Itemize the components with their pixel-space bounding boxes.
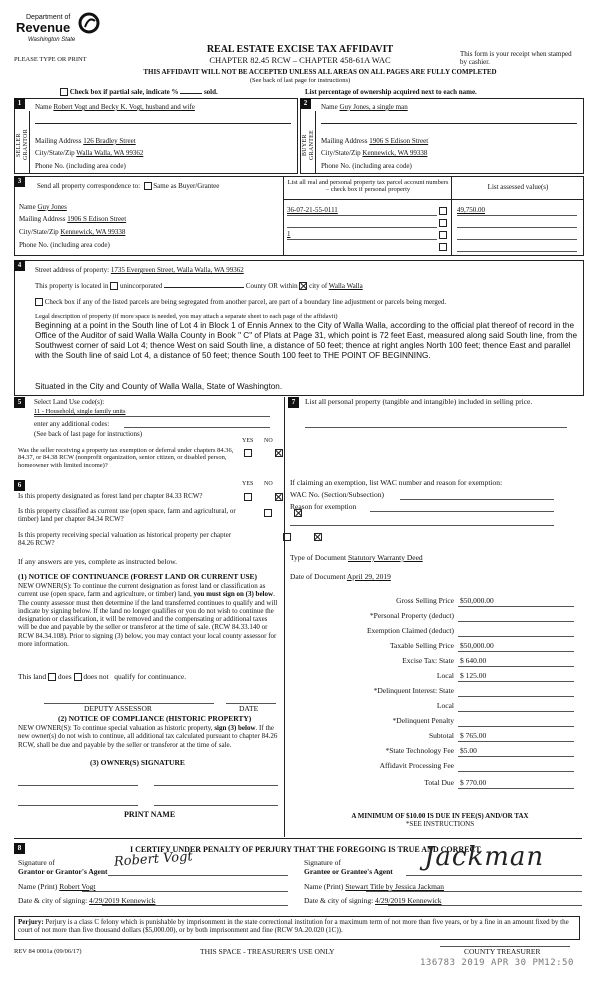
parcel-4-personal-checkbox[interactable] bbox=[439, 243, 447, 251]
exemption-reason-label: Reason for exemption bbox=[290, 502, 357, 511]
fee-value[interactable]: $5.00 bbox=[460, 746, 477, 755]
notice-continuance-b: you must sign on (3) below bbox=[193, 590, 274, 599]
fee-value[interactable]: $50,000.00 bbox=[460, 641, 494, 650]
fee-label: Subtotal bbox=[428, 731, 454, 740]
parcel-2-personal-checkbox[interactable] bbox=[439, 219, 447, 227]
this-land-label: This land bbox=[18, 672, 47, 681]
grantor-date[interactable]: 4/29/2019 Kennewick bbox=[89, 896, 156, 905]
street-address-row bbox=[35, 266, 244, 274]
corr-mail[interactable]: 1906 S Edison Street bbox=[67, 215, 127, 223]
doc-date-label: Date of Document bbox=[290, 572, 346, 581]
land-use-see-back: (See back of last page for instructions) bbox=[34, 430, 143, 438]
send-correspondence-row bbox=[37, 182, 219, 190]
ownership-pct-note: List percentage of ownership acquired next to each name. bbox=[305, 88, 477, 96]
fee-label: Taxable Selling Price bbox=[389, 641, 454, 650]
fee-label: *State Technology Fee bbox=[385, 746, 454, 755]
wac-no-label: WAC No. (Section/Subsection) bbox=[290, 490, 384, 499]
yes-header-6: YES bbox=[242, 481, 254, 487]
not-accepted-notice: THIS AFFIDAVIT WILL NOT BE ACCEPTED UNLESS ALL AREAS ON ALL PAGES ARE FULLY COMPLETED bbox=[143, 68, 497, 76]
grantor-name[interactable]: Robert Vogt bbox=[59, 882, 96, 891]
section-1-seller bbox=[14, 98, 298, 174]
seller-name-label: Name bbox=[35, 103, 52, 111]
fee-table bbox=[288, 597, 582, 817]
section-2-number: 2 bbox=[300, 98, 311, 109]
doc-date-row bbox=[290, 573, 391, 582]
yes-header-5: YES bbox=[242, 438, 254, 444]
seller-city-label: City/State/Zip bbox=[35, 149, 75, 157]
section-3-correspondence bbox=[14, 176, 584, 256]
parcel-row-3 bbox=[287, 230, 449, 238]
property-city[interactable]: Walla Walla bbox=[328, 282, 363, 290]
fee-label: Total Due bbox=[424, 778, 454, 787]
fee-value[interactable]: $ 770.00 bbox=[460, 778, 487, 787]
fee-label: Excise Tax: State bbox=[402, 656, 454, 665]
grantee-name-label: Name (Print) bbox=[304, 882, 344, 891]
buyer-mail[interactable]: 1906 S Edison Street bbox=[369, 137, 429, 145]
fee-value[interactable]: $ 765.00 bbox=[460, 731, 487, 740]
doc-type[interactable]: Statutory Warranty Deed bbox=[348, 553, 423, 562]
street-address[interactable]: 1735 Evergreen Street, Walla Walla, WA 99362 bbox=[110, 266, 244, 274]
dor-swirl-icon bbox=[78, 12, 100, 34]
treasurer-use-label: THIS SPACE - TREASURER'S USE ONLY bbox=[200, 947, 335, 956]
seller-name[interactable]: Robert Vogt and Becky K. Vogt, husband and wife bbox=[53, 103, 195, 111]
section-6-designations bbox=[14, 480, 284, 830]
doc-type-row bbox=[290, 554, 423, 563]
dor-logo bbox=[14, 12, 104, 52]
exemption-claim-label: If claiming an exemption, list WAC number and reason for exemption: bbox=[290, 478, 503, 487]
grantor-name-label: Name (Print) bbox=[18, 882, 58, 891]
located-label: This property is located in bbox=[35, 282, 109, 290]
no-header-5: NO bbox=[264, 438, 273, 444]
notice-compliance-text bbox=[18, 724, 280, 749]
grantee-name[interactable]: Stewart Title by Jessica Jackman bbox=[345, 882, 444, 891]
grantee-sig-label1: Signature of bbox=[304, 858, 341, 867]
certify-statement: I CERTIFY UNDER PENALTY OF PERJURY THAT THE FOREGOING IS TRUE AND CORRECT. bbox=[130, 845, 483, 854]
fee-value[interactable]: $50,000.00 bbox=[460, 596, 494, 605]
notice-continuance-c: . The county assessor must then determine if the land transferred continues to qualify and will indicate by signing below. If the land no longer qualifies or you do not wish to continue the designation or classification, it will be removed and the compensating or additional taxes will be due and payable by the seller or transferor at the time of sale. (RCW 84.33.140 or RCW 84.34.108). Prior to signing (3) below, you may contact your local county assessor for more information. bbox=[18, 590, 278, 648]
partial-sale-label: Check box if partial sale, indicate % bbox=[69, 88, 179, 96]
form-revision: REV 84 0001a (09/06/17) bbox=[14, 948, 82, 955]
grantor-date-label: Date & city of signing: bbox=[18, 896, 88, 905]
same-as-buyer-label: Same as Buyer/Grantee bbox=[153, 182, 220, 190]
legal-description[interactable]: Beginning at a point in the South line of Lot 4 in Block 1 of Ennis Annex to the City of Walla Walla, according to the official plat thereof of record in the Office of the Auditor of said Walla Walla County in Book " C" of Plats at Page 31, which point is 72 feet East, measured along said South line, from the Southwest corner of said Lot 4; thence West on said South line, a distance of 50 feet; thence at right angles North 100 feet; thence East and parallel with the South line of said Lot 4, a distance of 50 feet; thence South 100 feet to THE POINT OF BEGINNING. bbox=[35, 321, 578, 360]
land-use-label: Select Land Use code(s): bbox=[34, 398, 105, 406]
buyer-grantee-label: BUYER GRANTEE bbox=[302, 129, 315, 161]
buyer-mail-row bbox=[321, 137, 428, 145]
corr-city-row bbox=[19, 228, 125, 236]
fee-value[interactable]: $ 640.00 bbox=[460, 656, 487, 665]
notice-compliance-a: NEW OWNER(S): To continue special valuation as historic property, bbox=[18, 724, 215, 732]
grantee-date-label: Date & city of signing: bbox=[304, 896, 374, 905]
perjury-label: Perjury: bbox=[18, 918, 44, 926]
section-5-number: 5 bbox=[14, 397, 25, 408]
legal-description-label: Legal description of property (if more space is needed, you may attach a separate sheet to each page of the affidavit) bbox=[35, 313, 338, 320]
seller-exemption-no[interactable] bbox=[275, 449, 283, 457]
deputy-assessor-label: DEPUTY ASSESSOR bbox=[84, 704, 152, 713]
section-3-number: 3 bbox=[14, 176, 25, 187]
buyer-name[interactable]: Guy Jones, a single man bbox=[339, 103, 408, 111]
corr-city[interactable]: Kennewick, WA 99338 bbox=[60, 228, 126, 236]
does-checkbox[interactable] bbox=[48, 673, 56, 681]
personal-property-label: List all personal property (tangible and intangible) included in selling price. bbox=[305, 397, 533, 406]
historic-question: Is this property receiving special valuation as historical property per chapter 84.26 RCW? bbox=[18, 531, 232, 548]
minimum-due-note: A MINIMUM OF $10.00 IS DUE IN FEE(S) AND/OR TAX bbox=[351, 812, 529, 820]
seller-city[interactable]: Walla Walla, WA 99362 bbox=[76, 149, 144, 157]
buyer-city-row bbox=[321, 149, 427, 157]
please-type: PLEASE TYPE OR PRINT bbox=[14, 56, 87, 63]
grantee-sig-label2: Grantee or Grantee's Agent bbox=[304, 867, 393, 876]
owner-signature-label: (3) OWNER(S) SIGNATURE bbox=[90, 758, 185, 767]
perjury-box bbox=[14, 916, 580, 940]
logo-dept-line2: Revenue bbox=[16, 20, 71, 35]
land-use-code[interactable]: 11 - Household, single family units bbox=[34, 408, 126, 415]
grantor-signature[interactable]: Robert Vogt bbox=[113, 849, 194, 870]
corr-name[interactable]: Guy Jones bbox=[37, 203, 67, 211]
forest-land-yes[interactable] bbox=[244, 493, 252, 501]
qualify-row bbox=[18, 673, 186, 682]
buyer-phone-label: Phone No. (including area code) bbox=[321, 162, 412, 170]
grantor-sig-label1: Signature of bbox=[18, 858, 55, 867]
segregated-checkbox[interactable] bbox=[35, 298, 43, 306]
county-or-within-label: County OR within bbox=[245, 282, 298, 290]
fee-label: *Delinquent Penalty bbox=[392, 716, 454, 725]
section-4-property bbox=[14, 260, 584, 396]
no-header-6: NO bbox=[264, 481, 273, 487]
doc-date[interactable]: April 29, 2019 bbox=[346, 572, 391, 581]
perjury-text: Perjury is a class C felony which is punishable by imprisonment in the state correctional institution for a maximum term of not more than five years, or by a fine in an amount fixed by the court of not more than five thousand dollars ($5,000.00), or by both imprisonment and fine (RCW 9A.20.020 (1C)). bbox=[18, 918, 569, 935]
corr-city-label: City/State/Zip bbox=[19, 228, 59, 236]
notice-continuance-text bbox=[18, 582, 280, 648]
partial-sale-row bbox=[60, 88, 218, 96]
seller-exemption-question: Was the seller receiving a property tax exemption or deferral under chapters 84.36, 84.37, or 84.38 RCW (nonprofit organization, senior citizen, or disabled person, homeowner with limited income)? bbox=[18, 447, 234, 469]
form-title: REAL ESTATE EXCISE TAX AFFIDAVIT bbox=[206, 44, 394, 55]
seller-city-row bbox=[35, 149, 143, 157]
section-6-number: 6 bbox=[14, 480, 25, 491]
section-5-land-use bbox=[14, 397, 284, 477]
unincorporated-checkbox[interactable] bbox=[110, 282, 118, 290]
logo-dept-line1: Department of bbox=[26, 14, 71, 21]
partial-sale-sold: sold. bbox=[203, 88, 218, 96]
additional-codes-label: enter any additional codes: bbox=[34, 420, 110, 428]
notice-compliance-c: . If the new owner(s) do not wish to continue, all additional tax calculated pursuant to chapter 84.26 RCW, shall be due and payable by the seller or transferor at the time of sale. bbox=[18, 724, 278, 749]
buyer-mail-label: Mailing Address bbox=[321, 137, 368, 145]
parcel-header: List all real and personal property tax parcel account numbers – check box if personal property bbox=[287, 179, 449, 194]
current-use-question: Is this property classified as current use (open space, farm and agricultural, or timber) land per chapter 84.34 RCW? bbox=[18, 507, 236, 524]
does-not-label: does not bbox=[83, 672, 109, 681]
seller-mail-row bbox=[35, 137, 136, 145]
segregated-row bbox=[35, 298, 446, 306]
seller-name-row bbox=[35, 103, 293, 111]
same-as-buyer-checkbox[interactable] bbox=[144, 182, 152, 190]
buyer-city[interactable]: Kennewick, WA 99338 bbox=[362, 149, 428, 157]
notice-continuance-title: (1) NOTICE OF CONTINUANCE (FOREST LAND OR CURRENT USE) bbox=[18, 572, 258, 581]
legal-description-situated[interactable]: Situated in the City and County of Walla Walla, State of Washington. bbox=[35, 382, 283, 391]
grantee-date[interactable]: 4/29/2019 Kennewick bbox=[375, 896, 442, 905]
fee-label: *Delinquent Interest: State bbox=[373, 686, 454, 695]
deputy-date-label: DATE bbox=[239, 704, 259, 713]
city-of-label: city of bbox=[309, 282, 328, 290]
unincorporated-label: unincorporated bbox=[119, 282, 163, 290]
received-stamp: 136783 2019 APR 30 PM12:50 bbox=[420, 958, 574, 968]
parcel-3[interactable]: 1 bbox=[287, 230, 291, 238]
if-yes-instruction: If any answers are yes, complete as instructed below. bbox=[18, 557, 178, 566]
fee-label: Gross Selling Price bbox=[396, 596, 454, 605]
form-chapter: CHAPTER 82.45 RCW – CHAPTER 458-61A WAC bbox=[209, 55, 391, 65]
corr-phone-label: Phone No. (including area code) bbox=[19, 241, 110, 249]
buyer-name-row bbox=[321, 103, 408, 111]
within-city-checkbox[interactable] bbox=[299, 282, 307, 290]
grantor-sig-label2: Grantor or Grantor's Agent bbox=[18, 867, 108, 876]
partial-sale-checkbox[interactable] bbox=[60, 88, 68, 96]
fee-value[interactable]: $ 125.00 bbox=[460, 671, 487, 680]
county-treasurer-label: COUNTY TREASURER bbox=[464, 947, 541, 956]
seller-mail[interactable]: 126 Bradley Street bbox=[83, 137, 136, 145]
street-address-label: Street address of property: bbox=[35, 266, 110, 274]
notice-continuance-a: NEW OWNER(S): To continue the current designation as forest land or classification as current use (open space, farm and agriculture, or timber) land, bbox=[18, 582, 266, 599]
qualify-label: qualify for continuance. bbox=[114, 672, 187, 681]
assessed-header: List assessed value(s) bbox=[487, 183, 549, 191]
corr-mail-label: Mailing Address bbox=[19, 215, 66, 223]
grantee-signature[interactable]: Jackman bbox=[424, 842, 545, 872]
seller-phone-label: Phone No. (including area code) bbox=[35, 162, 126, 170]
section-8-certification bbox=[14, 843, 582, 913]
parcel-3-personal-checkbox[interactable] bbox=[439, 231, 447, 239]
partial-sale-pct-field[interactable] bbox=[180, 93, 202, 94]
seller-exemption-yes[interactable] bbox=[244, 449, 252, 457]
see-back-note: (See back of last page for instructions) bbox=[249, 77, 351, 84]
buyer-city-label: City/State/Zip bbox=[321, 149, 361, 157]
section-4-number: 4 bbox=[14, 260, 25, 271]
notice-compliance-title: (2) NOTICE OF COMPLIANCE (HISTORIC PROPERTY) bbox=[58, 714, 252, 723]
section-7-personal-property bbox=[288, 397, 582, 581]
current-use-yes[interactable] bbox=[264, 509, 272, 517]
located-row bbox=[35, 282, 363, 290]
segregated-label: Check box if any of the listed parcels are being segregated from another parcel, are part of a boundary line adjustment or parcels being merged. bbox=[44, 298, 447, 306]
section-1-number: 1 bbox=[14, 98, 25, 109]
forest-land-question: Is this property designated as forest land per chapter 84.33 RCW? bbox=[18, 492, 203, 500]
section-7-number: 7 bbox=[288, 397, 299, 408]
corr-name-label: Name bbox=[19, 203, 36, 211]
parcel-1-personal-checkbox[interactable] bbox=[439, 207, 447, 215]
forest-land-no[interactable] bbox=[275, 493, 283, 501]
doc-type-label: Type of Document bbox=[290, 553, 347, 562]
print-name-label: PRINT NAME bbox=[124, 810, 176, 819]
fee-label: Local bbox=[436, 671, 454, 680]
receipt-note: This form is your receipt when stamped by cashier. bbox=[460, 50, 572, 67]
seller-mail-label: Mailing Address bbox=[35, 137, 82, 145]
notice-compliance-b: sign (3) below bbox=[214, 724, 256, 732]
fee-label: Local bbox=[436, 701, 454, 710]
section-2-buyer bbox=[300, 98, 584, 174]
see-instructions-note: *SEE INSTRUCTIONS bbox=[405, 820, 475, 828]
does-not-checkbox[interactable] bbox=[74, 673, 82, 681]
section-8-number: 8 bbox=[14, 843, 25, 854]
logo-dept-line3: Washington State bbox=[28, 37, 76, 43]
seller-grantor-label: SELLER GRANTOR bbox=[16, 129, 29, 161]
parcel-row-1 bbox=[287, 206, 449, 214]
buyer-name-label: Name bbox=[321, 103, 338, 111]
does-label: does bbox=[57, 672, 72, 681]
fee-label: Affidavit Processing Fee bbox=[379, 761, 454, 770]
fee-label: *Personal Property (deduct) bbox=[369, 611, 454, 620]
assessed-value-1[interactable]: 49,750.00 bbox=[457, 206, 485, 214]
fee-label: Exemption Claimed (deduct) bbox=[366, 626, 454, 635]
corr-mail-row bbox=[19, 215, 126, 223]
send-correspondence-label: Send all property correspondence to: bbox=[37, 182, 141, 190]
corr-name-row bbox=[19, 203, 67, 211]
parcel-1[interactable]: 36-07-21-55-0111 bbox=[287, 206, 338, 214]
